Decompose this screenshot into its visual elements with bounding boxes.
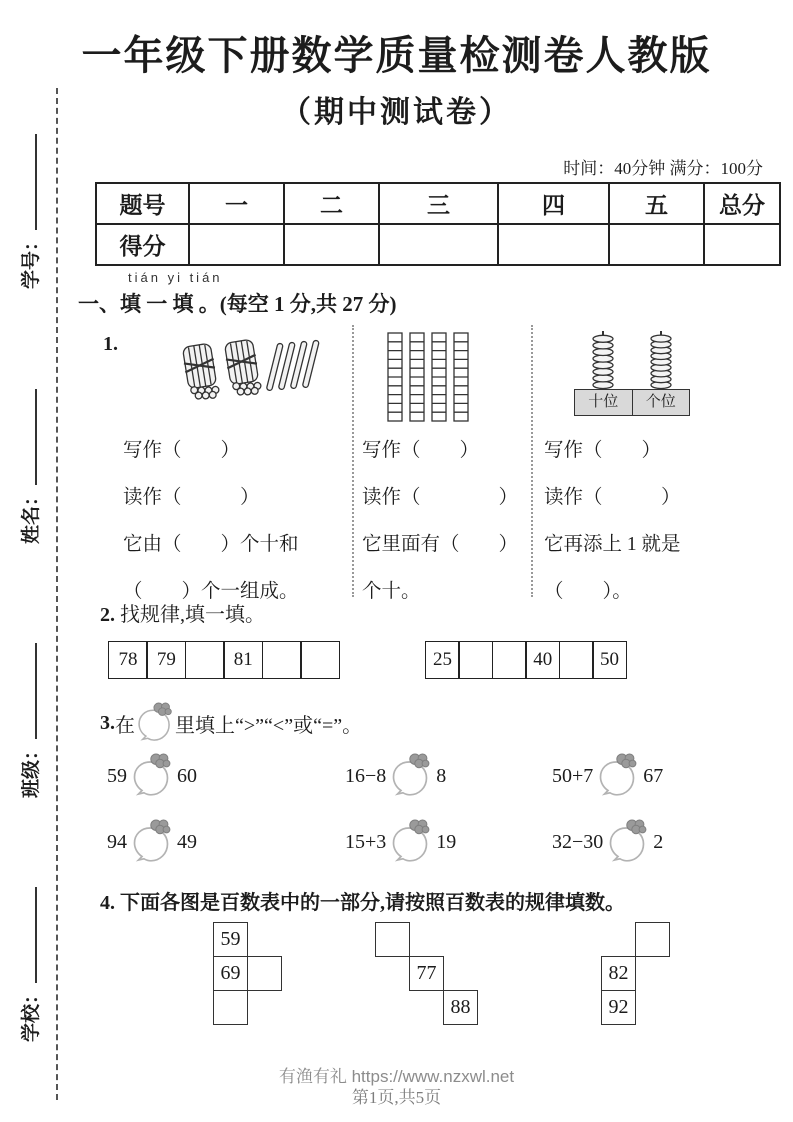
sequence-cell: 40 — [525, 641, 560, 679]
grid-cell: 69 — [213, 956, 248, 991]
fill-line: （ ）。 — [544, 581, 632, 602]
question-number: 4. — [100, 892, 115, 914]
q2-heading-text: 找规律,填一填。 — [120, 604, 265, 626]
q1-column-sticks — [95, 325, 352, 602]
q1-col2-lines — [362, 427, 518, 615]
left-value: 94 — [107, 830, 127, 853]
pinyin-annotation: tián yi tián — [128, 270, 223, 285]
left-value: 59 — [107, 764, 127, 787]
q3-heading-suffix: 里填上“>”“<”或“=”。 — [175, 714, 363, 737]
write-line — [21, 643, 37, 739]
q1-column-abacus — [531, 325, 767, 602]
left-value: 16−8 — [345, 764, 387, 787]
score-label-cell: 得分 — [96, 224, 189, 265]
fill-line: 读作（ ） — [362, 487, 519, 508]
base-ten-rods-icon — [382, 331, 474, 425]
sidebar-label: 学号： — [20, 231, 42, 289]
score-cell — [379, 224, 498, 265]
header-cell: 题号 — [96, 183, 189, 224]
score-table — [95, 182, 781, 266]
sidebar-label: 学校： — [20, 984, 42, 1042]
sequence-cell: 50 — [592, 641, 627, 679]
right-value: 60 — [177, 764, 197, 787]
q1-col1-lines — [123, 427, 299, 615]
fill-line: 写作（ ） — [123, 440, 241, 461]
fill-line: 读作（ ） — [544, 487, 681, 508]
comparison-item — [107, 818, 197, 866]
q1-column-blocks — [352, 325, 531, 602]
grid-cell — [635, 922, 670, 957]
sequence-cell: 81 — [223, 641, 263, 679]
footer-watermark: 有渔有礼 https://www.nzxwl.net — [278, 1067, 515, 1086]
section-1-heading: 一、填 一 填 。(每空 1 分,共 27 分) — [78, 292, 397, 316]
write-line — [21, 887, 37, 983]
score-cell — [498, 224, 609, 265]
sidebar-student-id — [16, 117, 42, 289]
tens-place-label: 十位 — [588, 394, 619, 410]
sequence-cell — [185, 641, 225, 679]
score-table-header-row — [96, 183, 780, 224]
radish-icon — [596, 753, 640, 799]
radish-icon — [389, 753, 433, 799]
sequence-cell — [559, 641, 594, 679]
fill-line: 写作（ ） — [544, 440, 662, 461]
fill-line: 写作（ ） — [362, 440, 480, 461]
right-value: 8 — [436, 764, 447, 787]
grid-cell: 77 — [409, 956, 444, 991]
left-value: 32−30 — [552, 830, 604, 853]
exam-meta: 时间：40分钟 满分：100分 — [563, 159, 763, 178]
page-title: 一年级下册数学质量检测卷人教版 — [81, 33, 712, 78]
right-value: 49 — [177, 830, 197, 853]
header-cell: 五 — [609, 183, 704, 224]
fill-line: 个十。 — [362, 581, 421, 602]
seal-dashed-line — [56, 88, 58, 1100]
score-cell — [609, 224, 704, 265]
score-cell — [284, 224, 379, 265]
question-number: 2. — [100, 604, 115, 626]
place-value-table — [574, 389, 690, 416]
ones-place-label: 个位 — [632, 390, 690, 415]
question-number: 3. — [100, 711, 115, 734]
sequence-cell — [458, 641, 493, 679]
header-cell: 总分 — [704, 183, 780, 224]
comparison-item — [107, 752, 197, 800]
comparison-item — [552, 752, 663, 800]
write-line — [21, 134, 37, 230]
grid-cell: 92 — [601, 990, 636, 1025]
left-value: 15+3 — [345, 830, 387, 853]
sidebar-class — [16, 626, 42, 798]
comparison-item — [345, 818, 456, 866]
number-sequence-1 — [108, 641, 340, 679]
fill-line: 它里面有（ ） — [362, 534, 519, 555]
number-sequence-2 — [425, 641, 627, 679]
question-3-heading — [100, 700, 362, 746]
header-cell: 四 — [498, 183, 609, 224]
header-cell: 一 — [189, 183, 284, 224]
right-value: 19 — [436, 830, 457, 853]
page-number: 第1页,共5页 — [351, 1088, 442, 1107]
question-number: 1. — [103, 333, 118, 355]
sequence-cell: 78 — [108, 641, 148, 679]
page-subtitle: （期中测试卷） — [281, 96, 512, 129]
score-cell — [189, 224, 284, 265]
abacus-icon — [574, 329, 690, 416]
fill-line: 它由（ ）个十和 — [123, 534, 299, 555]
grid-cell: 82 — [601, 956, 636, 991]
header-cell: 三 — [379, 183, 498, 224]
score-cell — [704, 224, 780, 265]
right-value: 67 — [643, 764, 664, 787]
grid-cell — [247, 956, 282, 991]
sequence-cell: 25 — [425, 641, 460, 679]
radish-icon — [135, 702, 175, 744]
sidebar-label: 姓名： — [20, 486, 42, 544]
fill-line: 它再添上 1 就是 — [544, 534, 681, 555]
sidebar-name — [16, 372, 42, 544]
header-cell: 二 — [284, 183, 379, 224]
q4-heading-text: 下面各图是百数表中的一部分,请按照百数表的规律填数。 — [120, 892, 625, 914]
radish-icon — [130, 819, 174, 865]
comparison-item — [552, 818, 663, 866]
write-line — [21, 389, 37, 485]
sidebar-label: 班级： — [20, 740, 42, 798]
radish-icon — [130, 753, 174, 799]
question-2-heading — [100, 598, 265, 627]
sequence-cell: 79 — [146, 641, 186, 679]
question-1 — [95, 325, 767, 602]
right-value: 2 — [653, 830, 664, 853]
sequence-cell — [300, 641, 340, 679]
comparison-item — [345, 752, 446, 800]
radish-icon — [389, 819, 433, 865]
sequence-cell — [262, 641, 302, 679]
q3-heading-prefix: 在 — [115, 714, 135, 737]
sidebar-school — [16, 870, 42, 1042]
abacus-beads — [574, 329, 690, 389]
grid-cell: 59 — [213, 922, 248, 957]
grid-cell: 88 — [443, 990, 478, 1025]
stick-bundles-icon — [180, 335, 322, 413]
left-value: 50+7 — [552, 764, 594, 787]
question-4-heading — [100, 886, 625, 915]
q1-col3-lines — [544, 427, 681, 615]
fill-line: （ ）个一组成。 — [123, 581, 299, 602]
radish-icon — [606, 819, 650, 865]
grid-cell — [213, 990, 248, 1025]
score-table-score-row — [96, 224, 780, 265]
fill-line: 读作（ ） — [123, 487, 260, 508]
grid-cell — [375, 922, 410, 957]
sequence-cell — [492, 641, 527, 679]
